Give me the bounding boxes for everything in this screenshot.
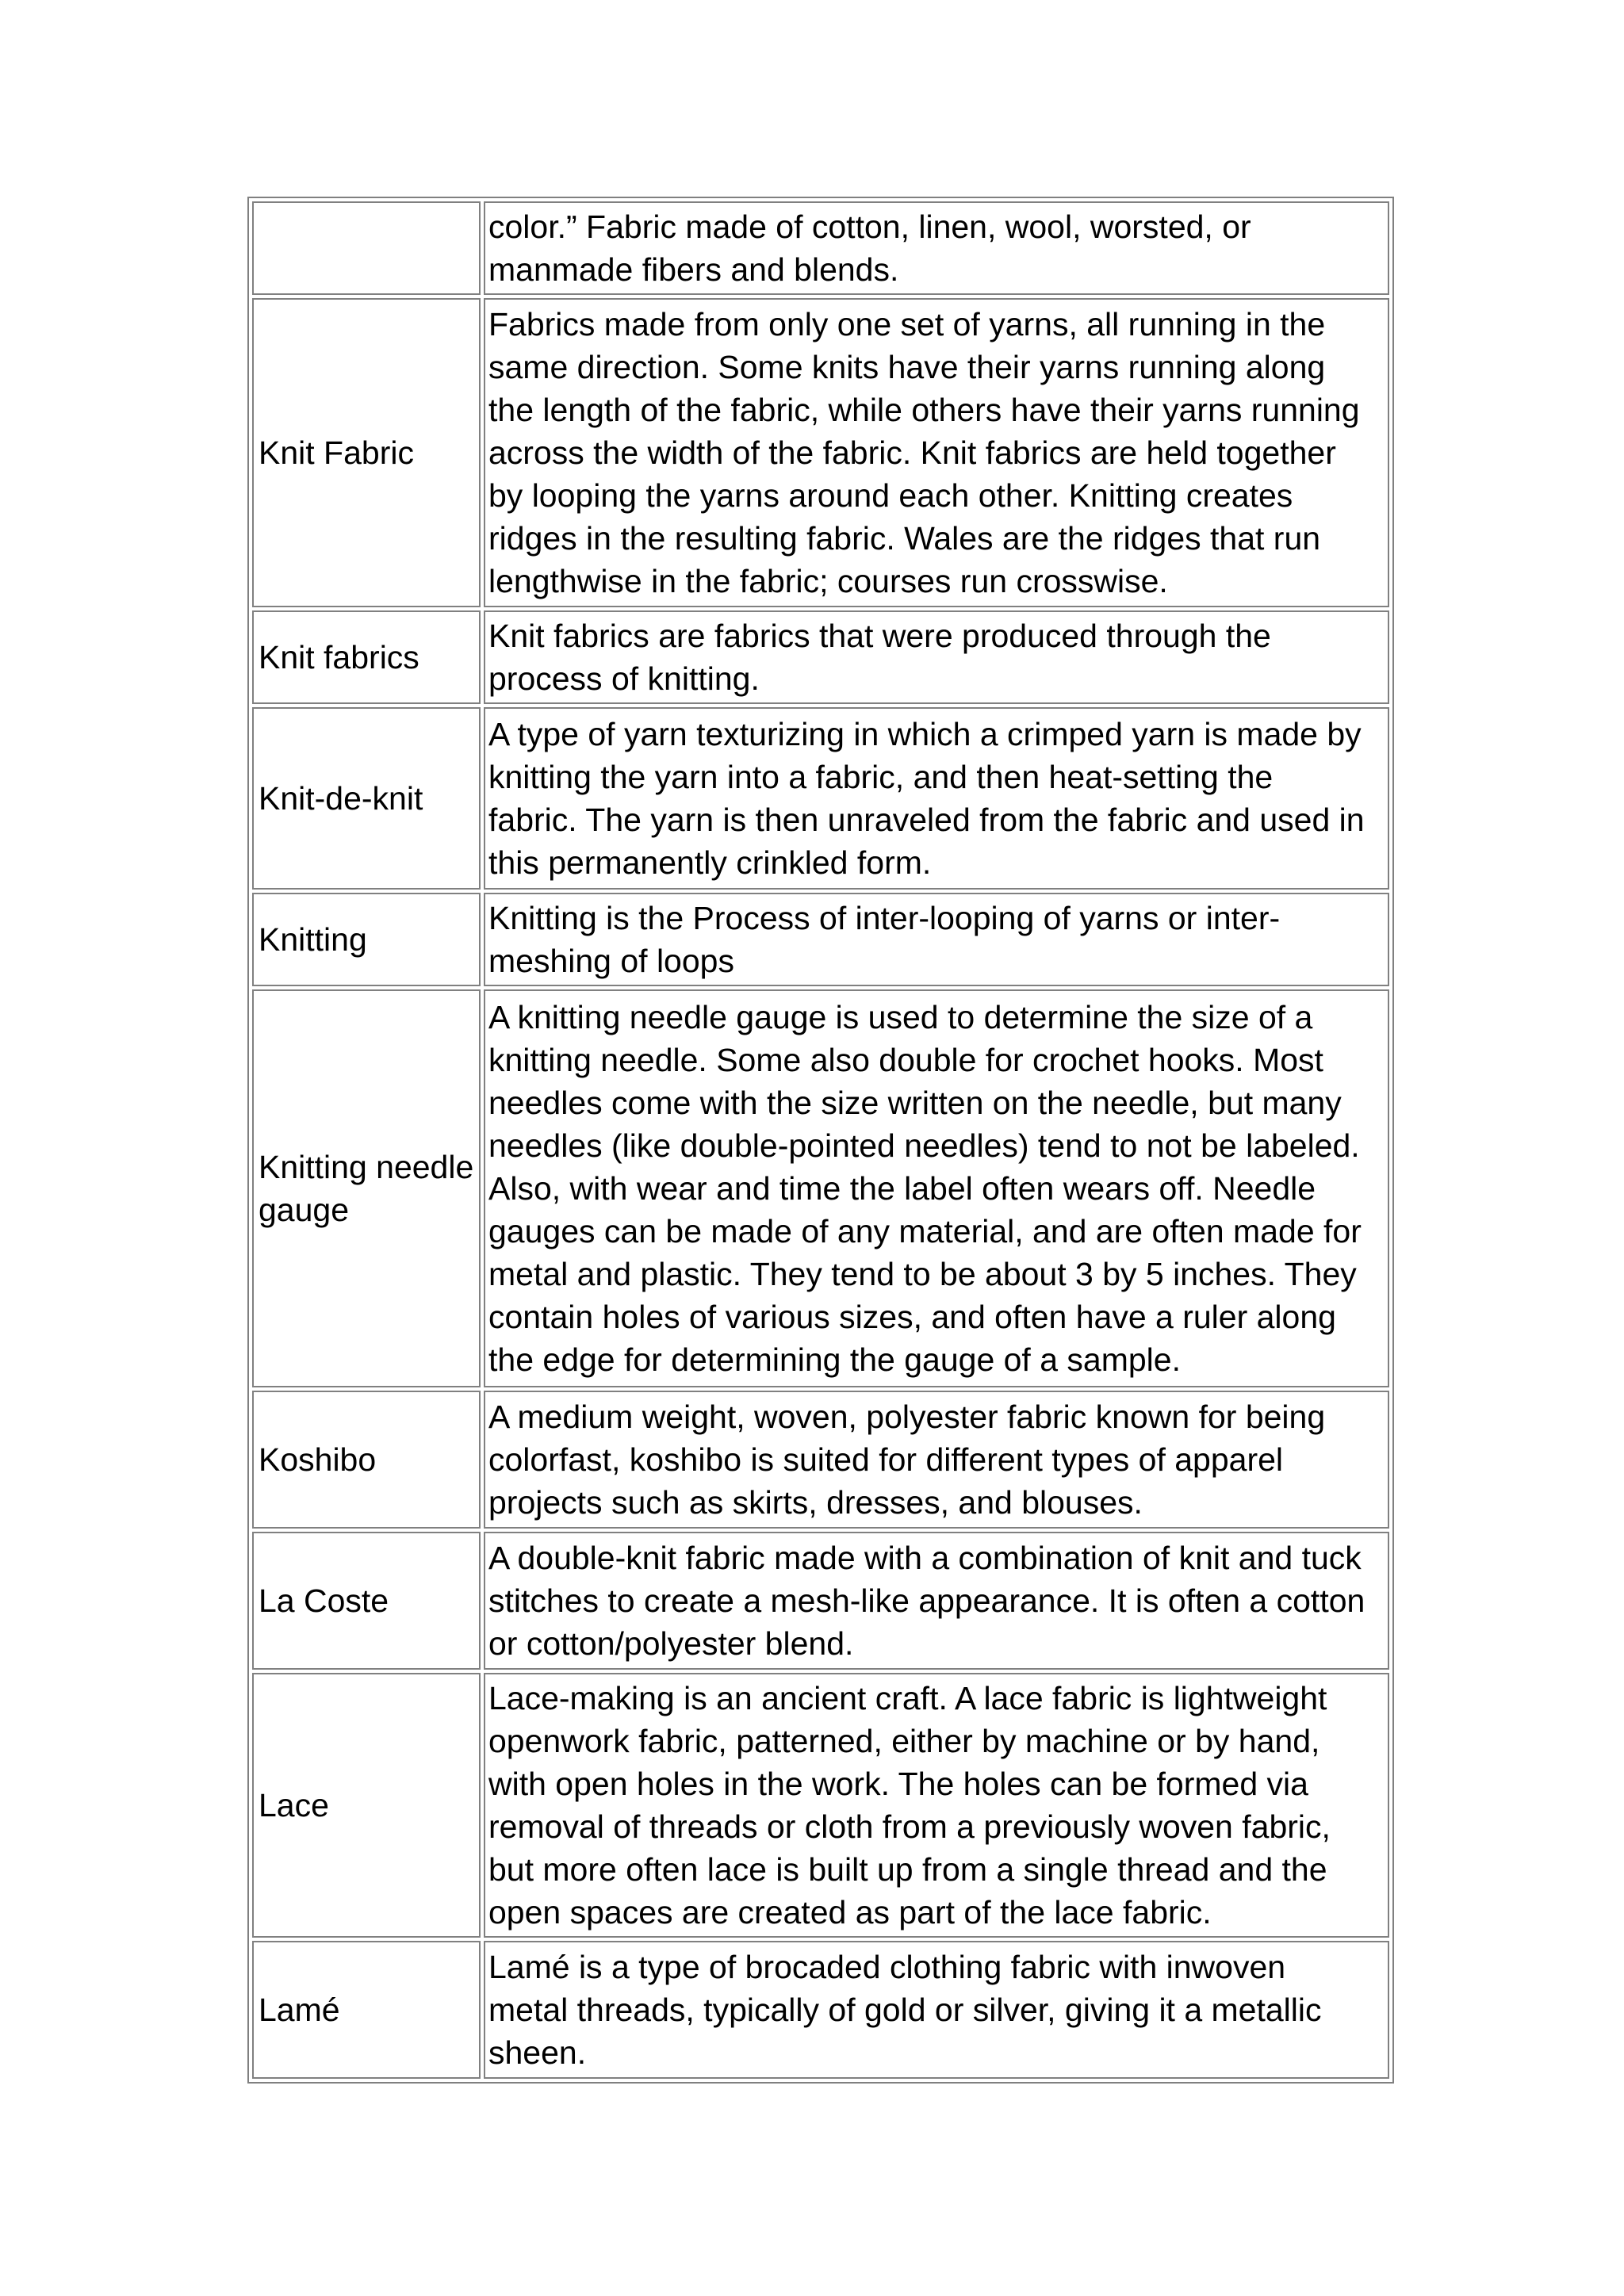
definition-line: A knitting needle gauge is used to determine the size of a xyxy=(488,999,1313,1035)
definition-line: lengthwise in the fabric; courses run crosswise. xyxy=(488,563,1168,599)
definition-line: colorfast, koshibo is suited for different types of apparel xyxy=(488,1441,1284,1478)
definition-line: sheen. xyxy=(488,2034,587,2071)
definition-line: removal of threads or cloth from a previously woven fabric, xyxy=(488,1808,1331,1845)
definition-line: metal and plastic. They tend to be about 3 by 5 inches. They xyxy=(488,1256,1357,1292)
definition-line: projects such as skirts, dresses, and blouses. xyxy=(488,1484,1143,1521)
definition-line: A medium weight, woven, polyester fabric known for being xyxy=(488,1399,1326,1435)
definition-line: needles come with the size written on the needle, but many xyxy=(488,1085,1342,1121)
definition-cell xyxy=(484,610,1389,704)
glossary-row xyxy=(252,1673,1389,1938)
definition-line: Knitting is the Process of inter-looping of yarns or inter- xyxy=(488,900,1281,936)
term-cell: Knitting needle gauge xyxy=(252,989,481,1387)
definition-cell xyxy=(484,707,1389,890)
definition-line: process of knitting. xyxy=(488,660,760,697)
definition-line: A type of yarn texturizing in which a crimped yarn is made by xyxy=(488,716,1362,752)
definition-line: A double-knit fabric made with a combination of knit and tuck xyxy=(488,1540,1362,1576)
definition-cell xyxy=(484,1673,1389,1938)
definition-line: openwork fabric, patterned, either by machine or by hand, xyxy=(488,1723,1320,1759)
glossary-row xyxy=(252,1941,1389,2079)
glossary-row xyxy=(252,989,1389,1387)
glossary-row xyxy=(252,1532,1389,1670)
glossary-row xyxy=(252,201,1389,295)
glossary-row xyxy=(252,1391,1389,1529)
definition-line: knitting the yarn into a fabric, and then heat-setting the xyxy=(488,759,1274,795)
definition-line: fabric. The yarn is then unraveled from the fabric and used in xyxy=(488,802,1365,838)
definition-cell xyxy=(484,1941,1389,2079)
definition-line: but more often lace is built up from a single thread and the xyxy=(488,1851,1327,1888)
term-cell: Knit fabrics xyxy=(252,610,481,704)
definition-line: across the width of the fabric. Knit fabrics are held together xyxy=(488,434,1336,471)
definition-line: open spaces are created as part of the lace fabric. xyxy=(488,1894,1212,1931)
definition-cell xyxy=(484,201,1389,295)
definition-line: Lamé is a type of brocaded clothing fabric with inwoven xyxy=(488,1949,1286,1985)
term-cell: Lace xyxy=(252,1673,481,1938)
definition-line: meshing of loops xyxy=(488,943,734,979)
term-cell: Knit Fabric xyxy=(252,298,481,607)
definition-line: the length of the fabric, while others have their yarns running xyxy=(488,392,1360,428)
definition-line: stitches to create a mesh-like appearance. It is often a cotton xyxy=(488,1582,1365,1619)
definition-line: or cotton/polyester blend. xyxy=(488,1625,854,1662)
definition-line: Fabrics made from only one set of yarns, all running in the xyxy=(488,306,1326,342)
definition-cell xyxy=(484,989,1389,1387)
term-cell: La Coste xyxy=(252,1532,481,1670)
definition-line: metal threads, typically of gold or silver, giving it a metallic xyxy=(488,1992,1322,2028)
definition-line: the edge for determining the gauge of a sample. xyxy=(488,1341,1181,1378)
glossary-row xyxy=(252,707,1389,890)
definition-line: gauges can be made of any material, and are often made for xyxy=(488,1213,1362,1249)
definition-line: needles (like double-pointed needles) tend to not be labeled. xyxy=(488,1127,1360,1164)
definition-cell xyxy=(484,1532,1389,1670)
definition-line: color.” Fabric made of cotton, linen, wool, worsted, or xyxy=(488,209,1251,245)
glossary-row xyxy=(252,610,1389,704)
definition-line: by looping the yarns around each other. Knitting creates xyxy=(488,477,1293,514)
definition-line: ridges in the resulting fabric. Wales are the ridges that run xyxy=(488,520,1321,557)
term-cell: Koshibo xyxy=(252,1391,481,1529)
definition-line: same direction. Some knits have their yarns running along xyxy=(488,349,1326,385)
glossary-row xyxy=(252,298,1389,607)
definition-line: Lace-making is an ancient craft. A lace fabric is lightweight xyxy=(488,1680,1327,1716)
term-cell: Lamé xyxy=(252,1941,481,2079)
term-cell: Knit-de-knit xyxy=(252,707,481,890)
definition-line: knitting needle. Some also double for crochet hooks. Most xyxy=(488,1042,1323,1078)
definition-cell xyxy=(484,298,1389,607)
definition-line: with open holes in the work. The holes can be formed via xyxy=(488,1766,1308,1802)
glossary-row xyxy=(252,893,1389,986)
glossary-body xyxy=(252,201,1389,2079)
definition-line: manmade fibers and blends. xyxy=(488,251,899,288)
definition-cell xyxy=(484,1391,1389,1529)
definition-line: Also, with wear and time the label often wears off. Needle xyxy=(488,1170,1316,1207)
definition-line: this permanently crinkled form. xyxy=(488,844,932,881)
term-cell: Knitting xyxy=(252,893,481,986)
glossary-table xyxy=(247,197,1394,2084)
term-cell xyxy=(252,201,481,295)
definition-line: Knit fabrics are fabrics that were produced through the xyxy=(488,618,1271,654)
definition-cell xyxy=(484,893,1389,986)
definition-line: contain holes of various sizes, and often have a ruler along xyxy=(488,1299,1336,1335)
